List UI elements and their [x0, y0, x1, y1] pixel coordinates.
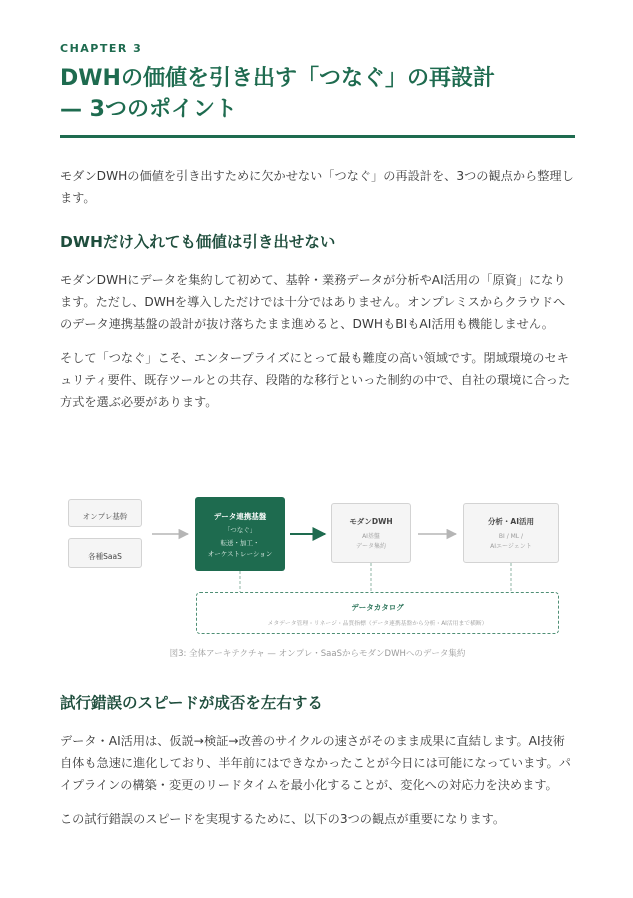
section-heading-speed: 試行錯誤のスピードが成否を左右する: [60, 694, 323, 712]
modern-dwh-box: [331, 503, 411, 563]
intro-paragraph: モダンDWHの価値を引き出すために欠かせない「つなぐ」の再設計を、3つの観点から整理します。: [60, 169, 574, 205]
analytics-ai-box: [463, 503, 559, 563]
title-divider: [60, 135, 575, 138]
section1-paragraph-2: そして「つなぐ」こそ、エンタープライズにとって最も難度の高い領域です。閉域環境のセキュリティ要件、既存ツールとの共存、段階的な移行といった制約の中で、自社の環境に合った方式を選ぶ必要があります。: [60, 351, 571, 409]
section2-paragraph-1: データ・AI活用は、仮説→検証→改善のサイクルの速さがそのまま成果に直結します。AI技術自体も急速に進化しており、半年前にはできなかったことが今日には可能になっています。パイプラインの構築・変更のリードタイムを最小化することが、変化への対応力を決めます。: [60, 734, 571, 792]
section2-paragraph-2: この試行錯誤のスピードを実現するために、以下の3つの観点が重要になります。: [60, 812, 506, 826]
architecture-diagram: [68, 465, 568, 627]
catalog-label: データカタログ: [351, 603, 404, 612]
title-line-2: — 3つのポイント: [60, 97, 237, 122]
source-saas-box: [68, 538, 142, 568]
consumers-sub-1: BI / ML /: [498, 533, 524, 540]
hub-tag: 「つなぐ」: [223, 526, 257, 534]
dwh-sub-2: データ集約: [355, 543, 386, 550]
hub-sub-2: オーケストレーション: [207, 550, 273, 558]
hub-sub-1: 転送・加工・: [220, 539, 260, 547]
data-catalog-box: [196, 592, 559, 634]
chapter-label: CHAPTER 3: [60, 42, 143, 55]
page-title: [60, 63, 575, 125]
source-onprem-label: オンプレ基幹: [82, 512, 128, 521]
data-integration-hub-box: [195, 497, 285, 571]
section-heading-dwh: DWHだけ入れても価値は引き出せない: [60, 233, 336, 251]
dwh-label: モダンDWH: [349, 517, 393, 526]
section1-paragraph-1: モダンDWHにデータを集約して初めて、基幹・業務データが分析やAI活用の「原資」になります。ただし、DWHを導入しただけでは十分ではありません。オンプレミスからクラウドへのデータ連携基盤の設計が抜け落ちたまま進めると、DWHもBIもAI活用も機能しません。: [60, 273, 566, 331]
title-line-1: DWHの価値を引き出す「つなぐ」の再設計: [60, 66, 495, 91]
consumers-label: 分析・AI活用: [487, 517, 535, 526]
dwh-sub-1: AI基盤: [362, 533, 380, 540]
consumers-sub-2: AIエージェント: [490, 543, 532, 550]
catalog-sub: メタデータ管理・リネージ・品質指標（データ連携基盤から分析・AI活用まで横断）: [267, 621, 488, 627]
document-page: [60, 42, 575, 830]
hub-label: データ連携基盤: [213, 512, 267, 521]
figure-caption: 図3: 全体アーキテクチャ — オンプレ・SaaSからモダンDWHへのデータ集約: [169, 649, 466, 659]
source-saas-label: 各種SaaS: [88, 552, 122, 561]
source-onprem-box: [68, 499, 142, 527]
